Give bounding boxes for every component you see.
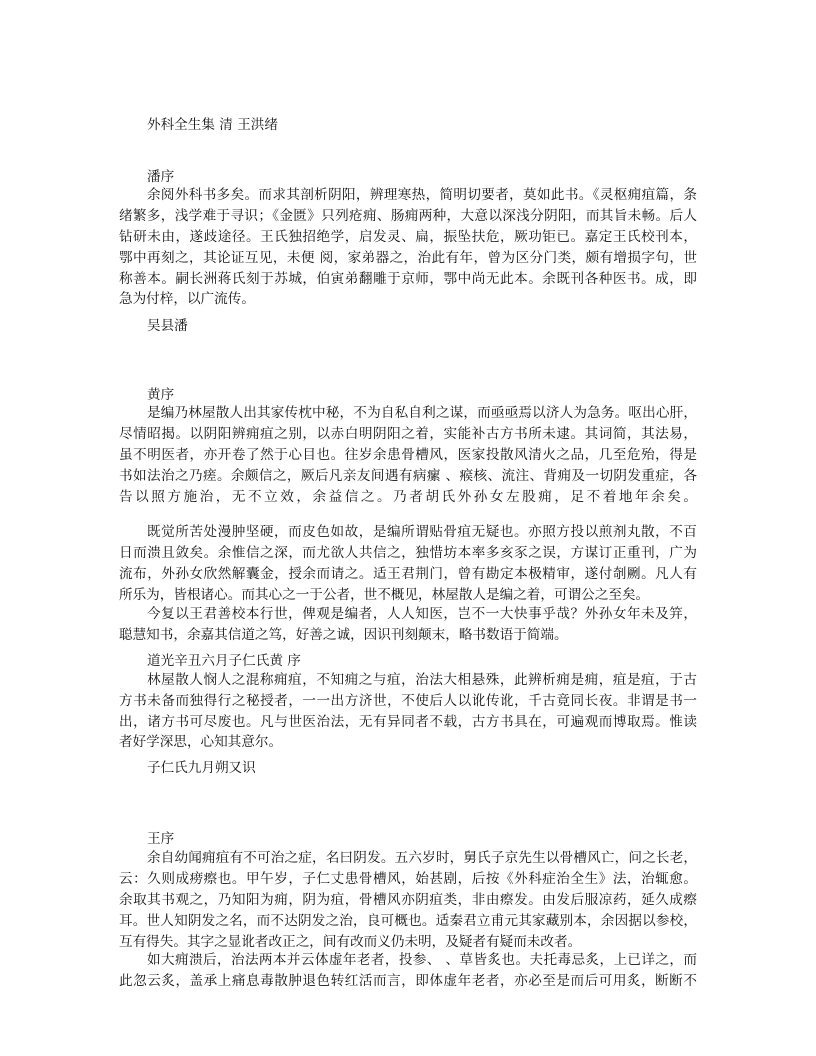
text-line: 林屋散人悯人之混称痈疽，不知痈之与疽，治法大相悬殊，此辨析痈是痈，疽是疽，于古 (147, 672, 697, 688)
text-line: 出，诸方书可尽废也。凡与世医治法，无有异同者不载，古方书具在，可遍观而博取焉。惟读 (119, 714, 697, 730)
text-line: 告以照方施治，无不立效，余益信之。乃者胡氏外孙女左股痈，足不着地年余矣。 (119, 489, 697, 505)
document-title: 外科全生集 清 王洪绪 (147, 117, 278, 133)
signature-ziren: 子仁氏九月朔又识 (147, 760, 256, 776)
text-line: 余自幼闻痈疽有不可治之症，名曰阴发。五六岁时，舅氏子京先生以骨槽风亡，问之长老， (147, 850, 697, 866)
text-line: 鄂中再刻之，其论证互见，未便 阅，家弟器之，治此有年，曾为区分门类，颇有增损字句，世 (119, 250, 697, 266)
text-line: 是编乃林屋散人出其家传枕中秘，不为自私自利之谋，而亟亟焉以济人为急务。呕出心肝， (147, 405, 697, 421)
text-line: 急为付梓，以广流传。 (119, 291, 255, 307)
section-heading-pan: 潘序 (147, 169, 175, 185)
section-heading-huang: 黄序 (147, 387, 175, 403)
section-heading-wang: 王序 (147, 831, 175, 847)
text-line: 书如法治之乃瘥。余颇信之，厥后凡亲友间遇有病瘰 、瘊核、流注、背痈及一切阴发重症，各 (119, 468, 697, 484)
text-line: 者好学深思，心知其意尔。 (119, 734, 283, 750)
text-line: 耳。世人知阴发之名，而不达阴发之治，良可概也。适秦君立甫元其家藏别本，余因据以参校， (119, 913, 697, 929)
text-line: 今复以王君善校本行世，俾观是编者，人人知医，岂不一大快事乎哉？外孙女年未及笄， (147, 606, 697, 622)
text-line: 此忽云炙，盖承上痛息毒散肿退色转红活而言，即体虚年老者，亦必至是而后可用炙，断断不 (119, 973, 697, 989)
text-line: 所乐为，皆根诸心。而其心之一于公者，世不概见，林屋散人是编之着，可谓公之至矣。 (119, 587, 650, 603)
text-line: 虽不明医者，亦开卷了然于心目也。往岁余患骨槽风，医家投散风清火之品，几至危殆，得是 (119, 447, 697, 463)
text-line: 既觉所苦处漫肿坚硬，而皮色如故，是编所谓贴骨疽无疑也。亦照方投以煎剂丸散，不百 (147, 524, 697, 540)
signature-pan: 吴县潘 (147, 318, 188, 334)
text-line: 日而溃且敛矣。余惟信之深，而尤欲人共信之，独惜坊本率多亥豕之误，方谋订正重刊，广为 (119, 545, 697, 561)
text-line: 流布，外孙女欣然解囊金，授余而请之。适王君荆门，曾有勘定本极精审，遂付剞劂。凡人有 (119, 566, 697, 582)
text-line: 余取其书观之，乃知阳为痈，阴为疽，骨槽风亦阴疽类，非由瘵发。由发后服凉药，延久成瘵 (119, 892, 697, 908)
text-line: 钻研未由，遂歧途径。王氏独招绝学，启发灵、扁，振坠扶危，厥功钜已。嘉定王氏校刊本， (119, 229, 697, 245)
text-line: 云：久则成痨瘵也。甲午岁，子仁丈患骨槽风，始甚剧，后按《外科症治全生》法，治辄愈。 (119, 871, 697, 887)
text-line: 尽情昭揭。以阴阳辨痈疽之别，以赤白明阴阳之着，实能补古方书所未逮。其词简，其法易， (119, 426, 697, 442)
text-line: 互有得失。其字之显讹者改正之，间有改而义仍未明，及疑者有疑而未改者。 (119, 934, 582, 950)
text-line: 称善本。嗣长洲蒋氏刻于苏城，伯寅弟翻雕于京师，鄂中尚无此本。余既刊各种医书。成，即 (119, 271, 697, 287)
text-line: 聪慧知书，余嘉其信道之笃，好善之诚，因识刊刻颠末，略书数语于简端。 (119, 627, 568, 643)
text-line: 绪繁多，浅学难于寻识；《金匮》只列疮痈、肠痈两种，大意以深浅分阴阳，而其旨未畅。后人 (119, 208, 697, 224)
signature-huang: 道光辛丑六月子仁氏黄 序 (147, 653, 301, 669)
text-line: 如大痈溃后，治法两本并云体虚年老者，投参、 、草皆炙也。夫托毒忌炙，上已详之，而 (147, 952, 697, 968)
text-line: 余阅外科书多矣。而求其剖析阴阳，辨理寒热，简明切要者，莫如此书。《灵枢痈疽篇，条 (147, 187, 697, 203)
text-line: 方书未备而独得行之秘授者，一一出方济世，不使后人以讹传讹，千古竟同长夜。非谓是书一 (119, 693, 697, 709)
